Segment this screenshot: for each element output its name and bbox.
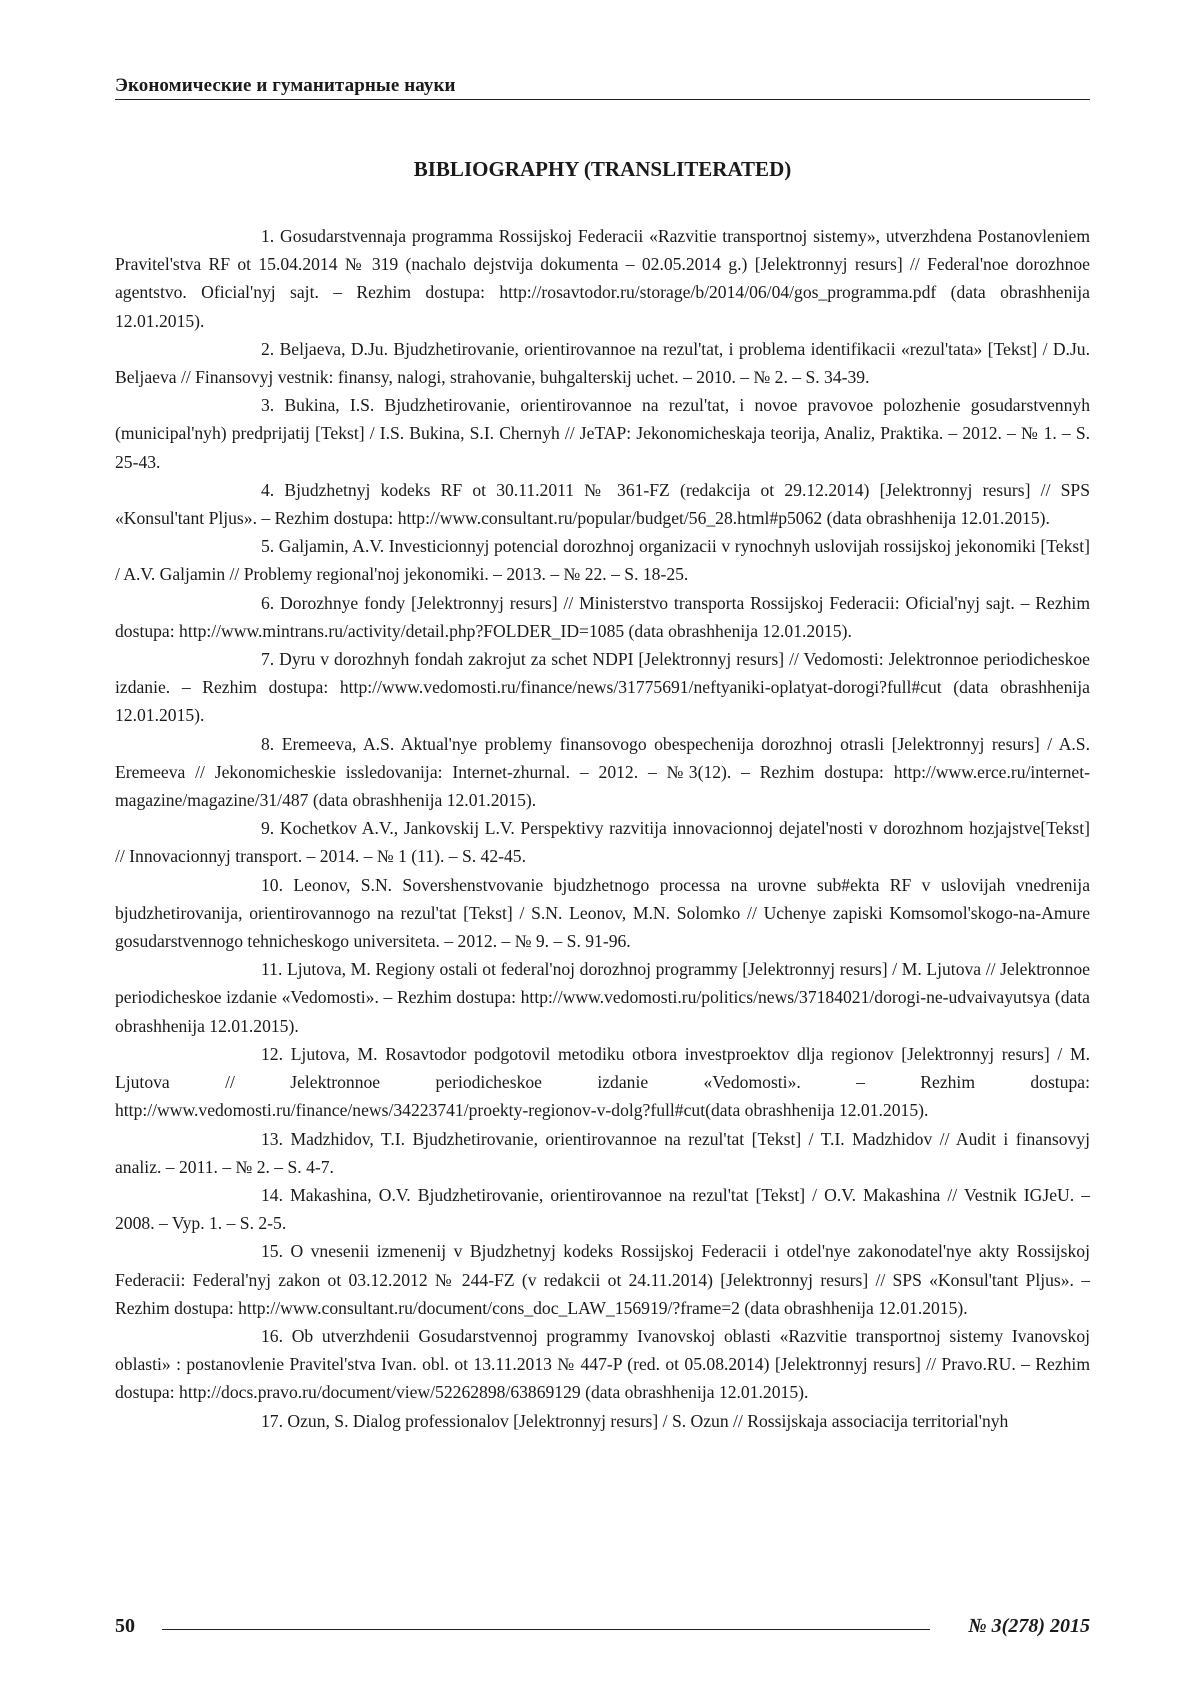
- reference-text: Dorozhnye fondy [Jelektronnyj resurs] // Ministerstvo transporta Rossijskoj Federacii: Oficial'nyj sajt. – Rezhim dostupa: http://www.mintrans.ru/activity/detail.php?FOLDER_ID=1085 (data obrashhenija 12.01.2015).: [115, 593, 1090, 641]
- reference-number: 13.: [188, 1125, 283, 1153]
- reference-number: 4.: [188, 476, 274, 504]
- reference-text: Gosudarstvennaja programma Rossijskoj Federacii «Razvitie transportnoj sistemy», utverzhdena Postanovleniem Pravitel'stva RF ot 15.04.2014 № 319 (nachalo dejstvija dokumenta – 02.05.2014 g.) [Jelektronnyj resurs] // Federal'noe dorozhnoe agentstvo. Oficial'nyj sajt. – Rezhim dostupa: http://rosavtodor.ru/storage/b/2014/06/04/gos_programma.pdf (data obrashhenija 12.01.2015).: [115, 226, 1090, 331]
- page-footer: [115, 1612, 1090, 1640]
- reference-list: [115, 222, 1090, 1435]
- reference-number: 15.: [188, 1237, 283, 1265]
- reference-number: 10.: [188, 871, 283, 899]
- reference-number: 14.: [188, 1181, 283, 1209]
- reference-item: [115, 335, 1090, 391]
- reference-number: 7.: [188, 645, 274, 673]
- reference-item: [115, 589, 1090, 645]
- reference-text: Ob utverzhdenii Gosudarstvennoj programmy Ivanovskoj oblasti «Razvitie transportnoj sistemy Ivanovskoj oblasti» : postanovlenie Pravitel'stva Ivan. obl. ot 13.11.2013 № 447-P (red. ot 05.08.2014) [Jelektronnyj resurs] // Pravo.RU. – Rezhim dostupa: http://docs.pravo.ru/document/view/52262898/63869129 (data obrashhenija 12.01.2015).: [115, 1326, 1090, 1402]
- journal-page: [0, 0, 1200, 1698]
- reference-item: [115, 532, 1090, 588]
- reference-number: 12.: [188, 1040, 283, 1068]
- reference-item: [115, 1237, 1090, 1322]
- reference-item: [115, 476, 1090, 532]
- issue-number: № 3(278) 2015: [968, 1612, 1090, 1640]
- reference-item: [115, 1125, 1090, 1181]
- reference-text: Leonov, S.N. Sovershenstvovanie bjudzhetnogo processa na urovne sub#ekta RF v uslovijah vnedrenija bjudzhetirovanija, orientirovannogo na rezul'tat [Tekst] / S.N. Leonov, M.N. Solomko // Uchenye zapiski Komsomol'skogo-na-Amure gosudarstvennogo tehnicheskogo universiteta. – 2012. – № 9. – S. 91-96.: [115, 875, 1090, 951]
- reference-text: Eremeeva, A.S. Aktual'nye problemy finansovogo obespechenija dorozhnoj otrasli [Jelektronnyj resurs] / A.S. Eremeeva // Jekonomicheskie issledovanija: Internet-zhurnal. – 2012. – №3(12). – Rezhim dostupa: http://www.erce.ru/internet-magazine/magazine/31/487 (data obrashhenija 12.01.2015).: [115, 734, 1090, 810]
- bibliography-title: BIBLIOGRAPHY (TRANSLITERATED): [115, 156, 1090, 182]
- reference-item: [115, 1407, 1090, 1435]
- reference-item: [115, 222, 1090, 335]
- reference-text: Ljutova, M. Regiony ostali ot federal'noj dorozhnoj programmy [Jelektronnyj resurs] / M. Ljutova // Jelektronnoe periodicheskoe izdanie «Vedomosti». – Rezhim dostupa: http://www.vedomosti.ru/politics/news/37184021/dorogi-ne-udvaivayutsya (data obrashhenija 12.01.2015).: [115, 959, 1090, 1035]
- reference-number: 6.: [188, 589, 274, 617]
- reference-text: Makashina, O.V. Bjudzhetirovanie, orientirovannoe na rezul'tat [Tekst] / O.V. Makashina // Vestnik IGJeU. – 2008. – Vyp. 1. – S. 2-5.: [115, 1185, 1090, 1233]
- reference-number: 1.: [188, 222, 274, 250]
- reference-item: [115, 645, 1090, 730]
- reference-text: Bukina, I.S. Bjudzhetirovanie, orientirovannoe na rezul'tat, i novoe pravovoe polozhenie gosudarstvennyh (municipal'nyh) predprijatij [Tekst] / I.S. Bukina, S.I. Chernyh // JeTAP: Jekonomicheskaja teorija, Analiz, Praktika. – 2012. – № 1. – S. 25-43.: [115, 395, 1090, 471]
- reference-text: Madzhidov, T.I. Bjudzhetirovanie, orientirovannoe na rezul'tat [Tekst] / T.I. Madzhidov // Audit i finansovyj analiz. – 2011. – № 2. – S. 4-7.: [115, 1129, 1090, 1177]
- reference-item: [115, 871, 1090, 956]
- reference-text: Ljutova, M. Rosavtodor podgotovil metodiku otbora investproektov dlja regionov [Jelektronnyj resurs] / M. Ljutova // Jelektronnoe periodicheskoe izdanie «Vedomosti». – Rezhim dostupa: http://www.vedomosti.ru/finance/news/34223741/proekty-regionov-v-dolg?full#cut(data obrashhenija 12.01.2015).: [115, 1044, 1090, 1120]
- reference-number: 3.: [188, 391, 274, 419]
- reference-item: [115, 730, 1090, 815]
- reference-text: Bjudzhetnyj kodeks RF ot 30.11.2011 № 361-FZ (redakcija ot 29.12.2014) [Jelektronnyj resurs] // SPS «Konsul'tant Pljus». – Rezhim dostupa: http://www.consultant.ru/popular/budget/56_28.html#p5062 (data obrashhenija 12.01.2015).: [115, 480, 1090, 528]
- reference-number: 9.: [188, 814, 274, 842]
- page-number: 50: [115, 1612, 135, 1640]
- reference-number: 11.: [188, 955, 282, 983]
- reference-text: Kochetkov A.V., Jankovskij L.V. Perspektivy razvitija innovacionnoj dejatel'nosti v dorozhnom hozjajstve[Tekst] // Innovacionnyj transport. – 2014. – № 1 (11). – S. 42-45.: [115, 818, 1090, 866]
- footer-rule: [162, 1629, 930, 1630]
- reference-item: [115, 391, 1090, 476]
- reference-item: [115, 955, 1090, 1040]
- reference-item: [115, 1040, 1090, 1125]
- reference-number: 5.: [188, 532, 274, 560]
- reference-number: 2.: [188, 335, 274, 363]
- reference-number: 8.: [188, 730, 274, 758]
- reference-number: 17.: [188, 1407, 283, 1435]
- reference-item: [115, 1181, 1090, 1237]
- reference-text: Galjamin, A.V. Investicionnyj potencial dorozhnoj organizacii v rynochnyh uslovijah rossijskoj jekonomiki [Tekst] / A.V. Galjamin // Problemy regional'noj jekonomiki. – 2013. – № 22. – S. 18-25.: [115, 536, 1090, 584]
- reference-number: 16.: [188, 1322, 283, 1350]
- reference-text: Dyru v dorozhnyh fondah zakrojut za schet NDPI [Jelektronnyj resurs] // Vedomosti: Jelektronnoe periodicheskoe izdanie. – Rezhim dostupa: http://www.vedomosti.ru/finance/news/31775691/neftyaniki-oplatyat-dorogi?full#cut (data obrashhenija 12.01.2015).: [115, 649, 1090, 725]
- reference-text: O vnesenii izmenenij v Bjudzhetnyj kodeks Rossijskoj Federacii i otdel'nye zakonodatel'nye akty Rossijskoj Federacii: Federal'nyj zakon ot 03.12.2012 № 244-FZ (v redakcii ot 24.11.2014) [Jelektronnyj resurs] // SPS «Konsul'tant Pljus». – Rezhim dostupa: http://www.consultant.ru/document/cons_doc_LAW_156919/?frame=2 (data obrashhenija 12.01.2015).: [115, 1241, 1090, 1317]
- running-head: Экономические и гуманитарные науки: [115, 74, 1090, 100]
- reference-item: [115, 1322, 1090, 1407]
- reference-text: Beljaeva, D.Ju. Bjudzhetirovanie, orientirovannoe na rezul'tat, i problema identifikacii «rezul'tata» [Tekst] / D.Ju. Beljaeva // Finansovyj vestnik: finansy, nalogi, strahovanie, buhgalterskij uchet. – 2010. – № 2. – S. 34-39.: [115, 339, 1090, 387]
- reference-item: [115, 814, 1090, 870]
- reference-text: Ozun, S. Dialog professionalov [Jelektronnyj resurs] / S. Ozun // Rossijskaja associacija territorial'nyh: [287, 1411, 1008, 1431]
